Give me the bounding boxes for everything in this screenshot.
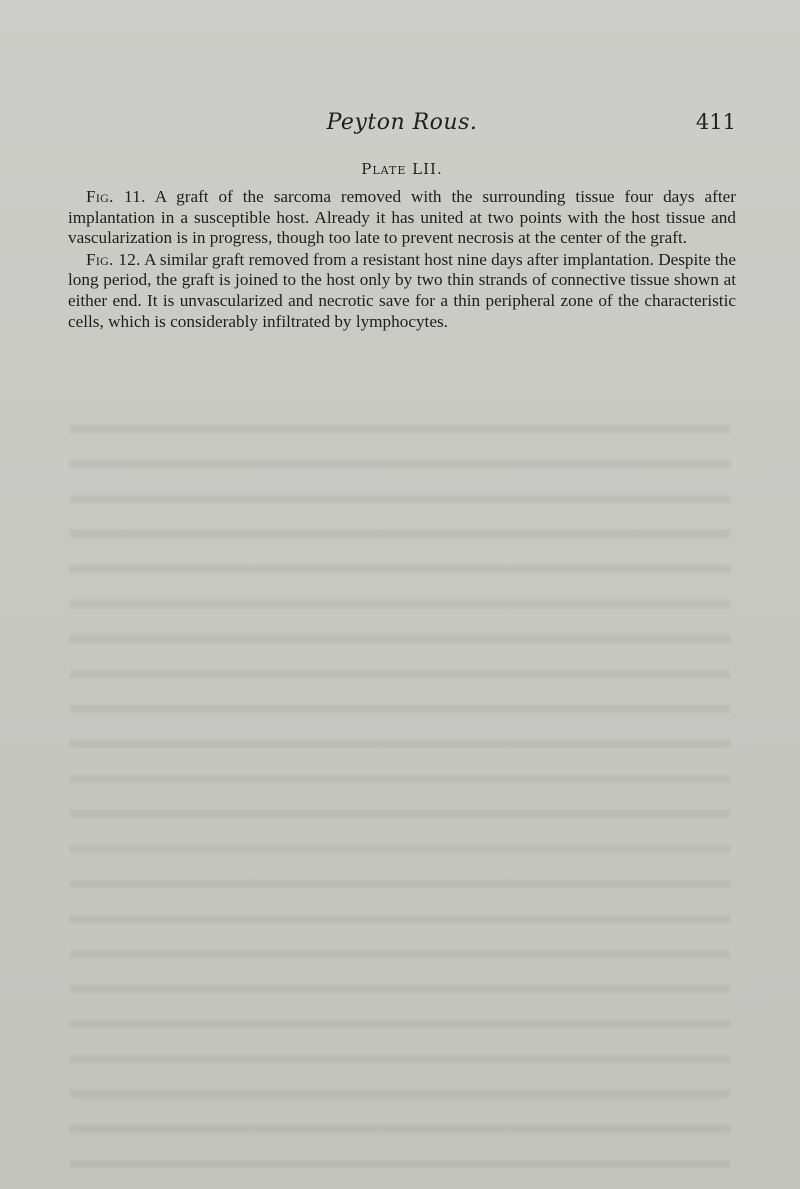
page-number: 411 [695,110,736,134]
page-header [68,110,736,140]
figure-label: Fig. 12. [86,249,141,269]
figure-caption-12 [68,250,736,332]
figure-caption-text: A graft of the sarcoma removed with the surrounding tissue four days after implantation in a susceptible host. Already it has united at two points with the host tissue and vascularization is in progress, though too late to prevent necrosis at the center of the graft. [68,187,737,248]
figure-caption-text: A similar graft removed from a resistant host nine days after implantation. Despite the long period, the graft is joined to the host only by two thin strands of connective tissue shown at either end. It is unvascularized and necrotic save for a thin peripheral zone of the characteristic cells, which is considerably infiltrated by lymphocytes. [68,249,736,331]
figure-captions [68,187,736,333]
figure-caption-11 [68,187,736,249]
reverse-page-bleed-through [70,405,730,1175]
figure-label: Fig. 11. [86,187,146,206]
running-head: Peyton Rous. [326,110,478,135]
plate-title: Plate LII. [361,160,443,178]
